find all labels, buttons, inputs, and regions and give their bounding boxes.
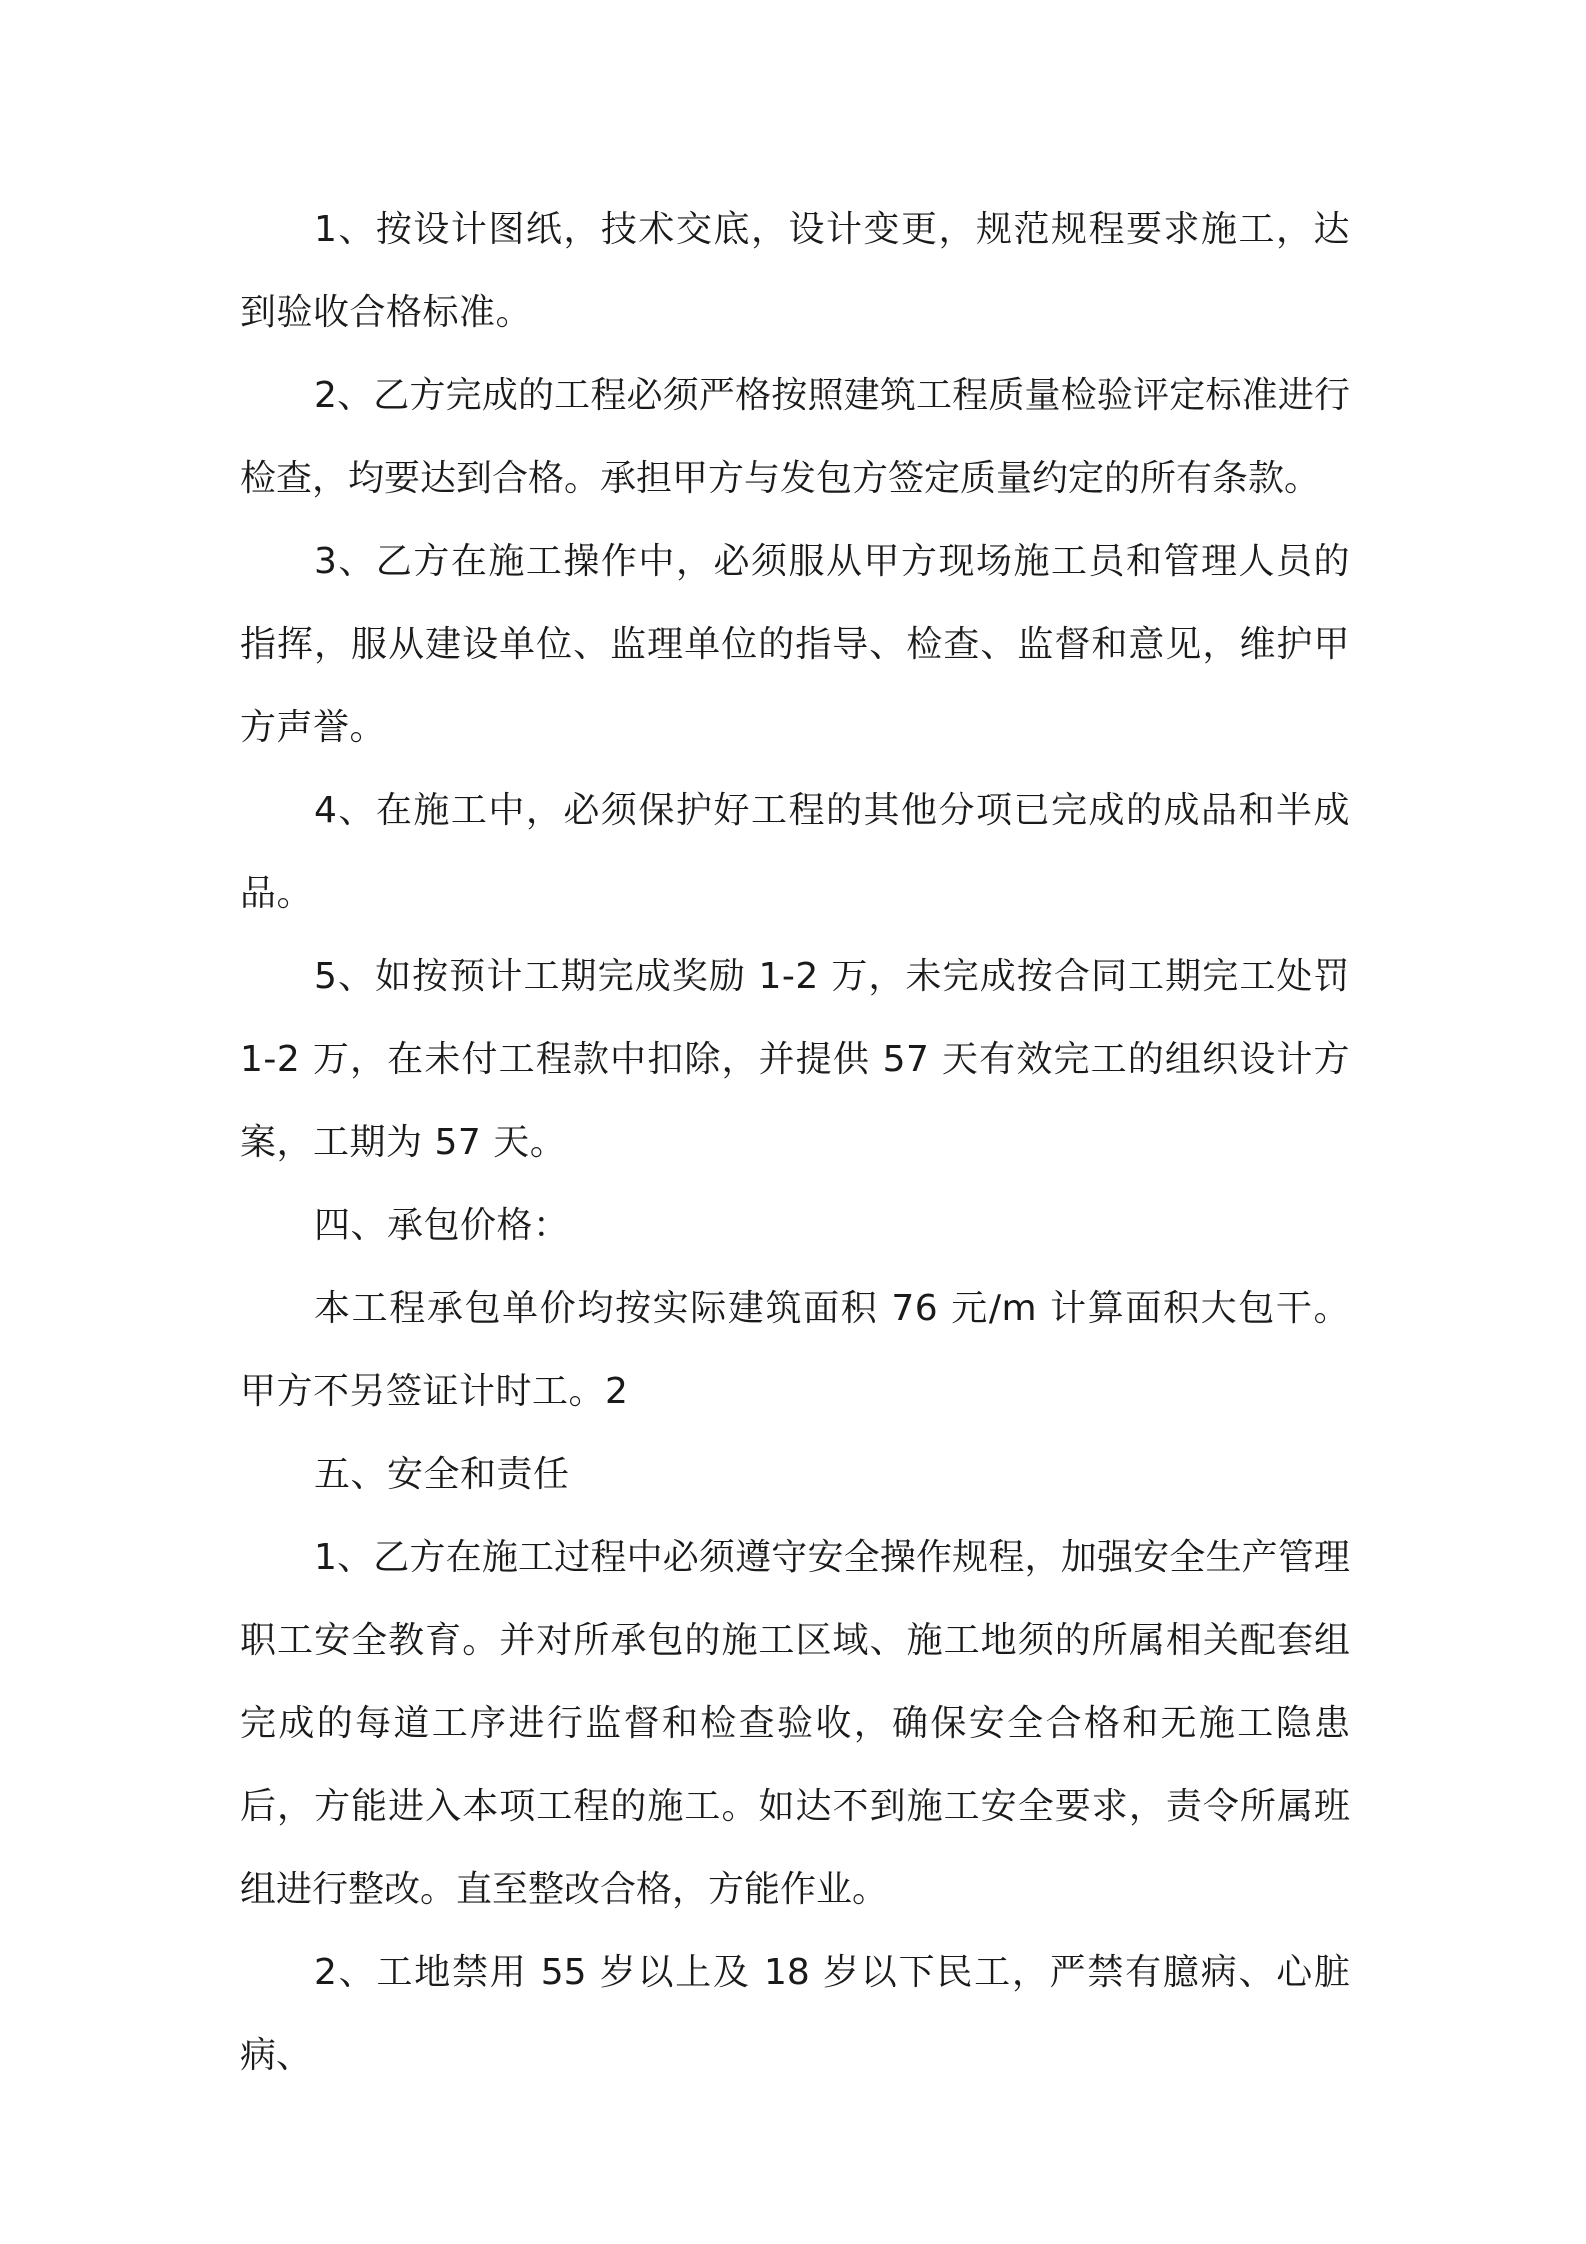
section-heading-safety: 五、安全和责任	[314, 1454, 570, 1495]
paragraph-quality-3: 3、乙方在施工操作中，必须服从甲方现场施工员和管理人员的指挥，服从建设单位、监理单位的指导、检查、监督和意见，维护甲方声誉。	[240, 541, 1350, 748]
section-heading-price: 四、承包价格：	[314, 1205, 570, 1246]
paragraph-safety-1: 1、乙方在施工过程中必须遵守安全操作规程，加强安全生产管理职工安全教育。并对所承包的施工区域、施工地须的所属相关配套组完成的每道工序进行监督和检查验收，确保安全合格和无施工隐患后，方能进入本项工程的施工。如达不到施工安全要求，责令所属班组进行整改。直至整改合格，方能作业。	[240, 1537, 1350, 1910]
paragraph-price: 本工程承包单价均按实际建筑面积 76 元/m 计算面积大包干。甲方不另签证计时工。2	[240, 1288, 1350, 1412]
paragraph-quality-2: 2、乙方完成的工程必须严格按照建筑工程质量检验评定标准进行检查，均要达到合格。承担甲方与发包方签定质量约定的所有条款。	[240, 375, 1350, 499]
paragraph-quality-1: 1、按设计图纸，技术交底，设计变更，规范规程要求施工，达到验收合格标准。	[240, 209, 1350, 333]
paragraph-quality-4: 4、在施工中，必须保护好工程的其他分项已完成的成品和半成品。	[240, 790, 1350, 914]
paragraph-safety-2: 2、工地禁用 55 岁以上及 18 岁以下民工，严禁有臆病、心脏病、	[240, 1952, 1350, 2076]
paragraph-quality-5: 5、如按预计工期完成奖励 1-2 万，未完成按合同工期完工处罚 1-2 万，在未付工程款中扣除，并提供 57 天有效完工的组织设计方案，工期为 57 天。	[240, 956, 1350, 1163]
document-page	[240, 188, 1350, 2097]
